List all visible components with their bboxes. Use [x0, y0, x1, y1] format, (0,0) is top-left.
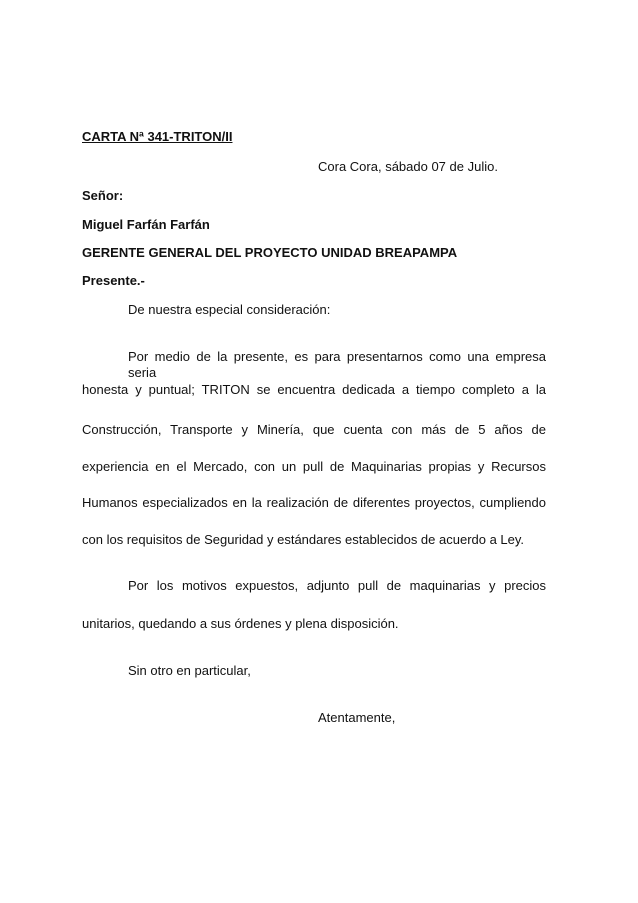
place-date: Cora Cora, sábado 07 de Julio. — [318, 159, 498, 174]
greeting: De nuestra especial consideración: — [128, 302, 331, 317]
paragraph1-line: Construcción, Transporte y Minería, que cuenta con más de 5 años de — [82, 422, 546, 437]
paragraph1-last-line: con los requisitos de Seguridad y estándares establecidos de acuerdo a Ley. — [82, 532, 525, 547]
paragraph2-last-line: unitarios, quedando a sus órdenes y plena disposición. — [82, 616, 399, 631]
paragraph1-line: experiencia en el Mercado, con un pull de Maquinarias propias y Recursos — [82, 459, 546, 474]
paragraph1-line: honesta y puntual; TRITON se encuentra dedicada a tiempo completo a la — [82, 382, 546, 397]
salutation: Señor: — [82, 188, 124, 203]
sign-off: Atentamente, — [318, 710, 396, 725]
letter-reference: CARTA Nª 341-TRITON/II — [82, 129, 233, 144]
closing-line: Sin otro en particular, — [128, 663, 251, 678]
recipient-title: GERENTE GENERAL DEL PROYECTO UNIDAD BREAPAMPA — [82, 245, 458, 260]
paragraph1-line: Por medio de la presente, es para presentarnos como una empresa seria — [128, 349, 546, 380]
paragraph2-line: Por los motivos expuestos, adjunto pull de maquinarias y precios — [128, 578, 546, 593]
presente: Presente.- — [82, 273, 145, 288]
recipient-name: Miguel Farfán Farfán — [82, 217, 210, 232]
paragraph1-line: Humanos especializados en la realización de diferentes proyectos, cumpliendo — [82, 495, 546, 510]
